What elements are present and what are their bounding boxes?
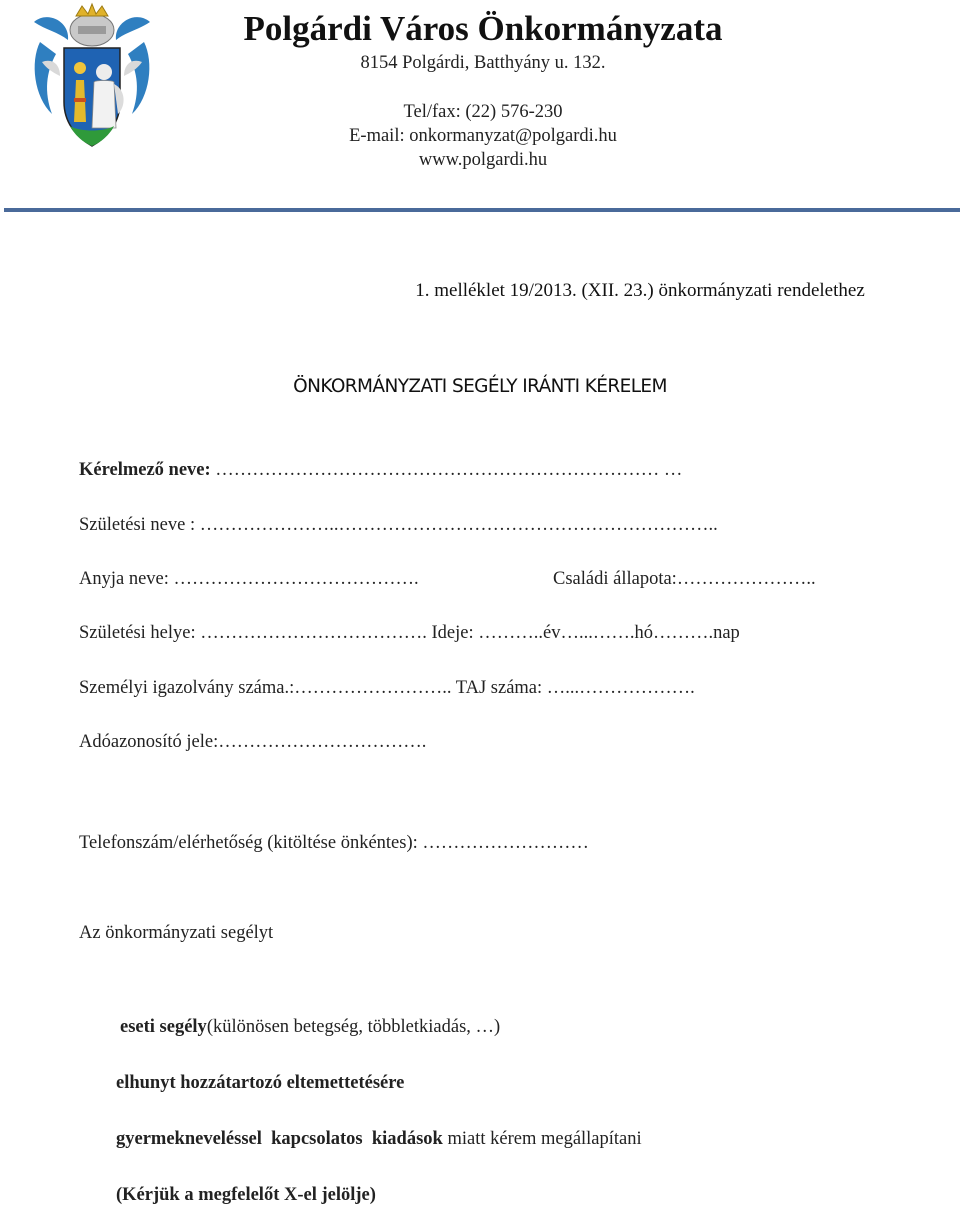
tax-id-blank[interactable]: ……………………………. [218,732,427,752]
phone-label: Telefonszám/elérhetőség (kitöltése önkéntes): [79,833,418,853]
mother-name-label: Anyja neve: [79,569,169,589]
birth-date-blank[interactable]: ………..év…...…….hó……….nap [478,623,740,643]
header-rule [4,208,960,212]
email-line: E-mail: onkormanyzat@polgardi.hu [349,126,617,146]
birth-place-row [79,620,740,646]
id-card-row [79,675,695,701]
organization-title: Polgárdi Város Önkormányzata [243,9,723,48]
marital-status-label: Családi állapota: [553,569,677,589]
option-eseti-segely[interactable] [112,1014,500,1040]
aid-intro: Az önkormányzati segélyt [79,923,274,943]
option-label-rest: miatt kérem megállapítani [442,1129,642,1149]
phone-fax-line: Tel/fax: (22) 576-230 [403,102,563,122]
marital-status-blank[interactable]: ………………….. [676,569,816,589]
form-title: ÖNKORMÁNYZATI SEGÉLY IRÁNTI KÉRELEM [293,376,667,397]
birth-place-label: Születési helye: [79,623,196,643]
applicant-name-label: Kérelmező neve: [79,460,211,480]
applicant-name-blank[interactable]: ……………………………………………………………… … [215,460,683,480]
birth-name-blank[interactable]: …………………..…………………………………………………….. [199,515,718,535]
annex-reference: 1. melléklet 19/2013. (XII. 23.) önkormányzati rendelethez [415,280,865,301]
option-label-bold: eseti segély [120,1017,207,1037]
option-gyermekneveles[interactable] [112,1126,642,1152]
taj-label: TAJ száma: [455,678,543,698]
address-line: 8154 Polgárdi, Batthyány u. 132. [360,53,606,73]
option-label-bold: gyermekneveléssel kapcsolatos kiadások [116,1129,443,1149]
applicant-name-row [79,457,682,483]
phone-blank[interactable]: ……………………… [417,833,589,853]
option-label-bold: elhunyt hozzátartozó eltemettetésére [116,1073,405,1093]
website-line: www.polgardi.hu [418,150,548,170]
id-card-label: Személyi igazolvány száma.: [79,678,295,698]
option-label-rest: (különösen betegség, többletkiadás, …) [206,1017,501,1037]
phone-row [79,830,589,856]
mother-name-row [79,566,419,592]
id-card-blank[interactable]: …………………….. [294,678,456,698]
birth-name-row [79,512,718,538]
birth-name-label: Születési neve : [79,515,196,535]
birth-place-blank[interactable]: ………………………………. [200,623,432,643]
instruction-note: (Kérjük a megfelelőt X-el jelölje) [116,1185,376,1205]
taj-blank[interactable]: …...………………. [546,678,695,698]
mother-name-blank[interactable]: …………………………………. [173,569,419,589]
option-elhunyt-hozzatartozo[interactable] [112,1070,404,1096]
tax-id-label: Adóazonosító jele: [79,732,219,752]
marital-status-row [553,566,816,592]
tax-id-row [79,729,426,755]
birth-date-label: Ideje: [431,623,474,643]
